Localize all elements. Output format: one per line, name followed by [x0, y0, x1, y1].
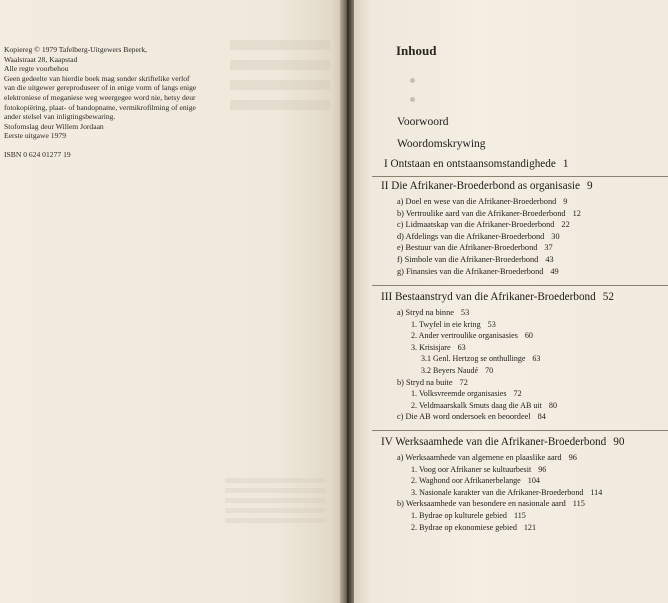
toc-page-number: 104: [527, 476, 540, 486]
toc-page-number: 121: [523, 522, 537, 532]
toc-page-number: 12: [572, 208, 581, 218]
toc-entry-label: 3.1 Genl. Hertzog se onthullinge: [421, 354, 526, 364]
toc-entry: [411, 331, 533, 340]
toc-page-number: 60: [524, 331, 533, 341]
toc-page-number: 63: [457, 342, 466, 352]
toc-entry: [397, 267, 559, 276]
toc-chapter: [381, 291, 614, 303]
toc-entry: [397, 209, 581, 218]
toc-entry-label: a) Stryd na binne: [397, 308, 454, 317]
toc-entry-label: c) Lidmaatskap van die Afrikaner-Broederbond: [397, 220, 555, 230]
toc-entry-label: d) Afdelings van die Afrikaner-Broederbond: [397, 231, 545, 241]
copyright-line: ander stelsel van inligtingsbewaring.: [4, 112, 116, 122]
toc-page-number: 84: [537, 412, 546, 422]
toc-entry: [397, 220, 570, 229]
toc-page-number: 43: [545, 255, 554, 264]
toc-entry-label: b) Werksaamhede van besondere en nasionale aard: [397, 499, 566, 509]
toc-entry: [421, 366, 493, 375]
toc-page-number: 115: [513, 511, 526, 520]
copyright-line: Waalstraat 28, Kaapstad: [4, 54, 78, 64]
toc-page-number: 53: [487, 319, 496, 329]
toc-page-number: 96: [568, 453, 577, 462]
toc-entry: [397, 243, 553, 252]
toc-page-number: 52: [602, 291, 614, 303]
toc-entry-label: 3. Nasionale karakter van die Afrikaner-Broederbond: [411, 487, 584, 497]
decorative-dot: [410, 78, 415, 83]
toc-page-number: 90: [613, 436, 625, 448]
toc-entry-label: 2. Waghond oor Afrikanerbelange: [411, 476, 521, 486]
toc-entry: [411, 523, 536, 532]
toc-entry: [411, 343, 466, 352]
section-divider: [372, 176, 668, 177]
toc-entry: [397, 232, 560, 241]
toc-entry: [397, 378, 468, 387]
toc-page-number: 70: [485, 366, 494, 375]
book-gutter: [340, 0, 354, 603]
copyright-line: Eerste uitgawe 1979: [4, 131, 66, 141]
toc-chapter: [381, 436, 624, 448]
decorative-dot: [410, 97, 415, 102]
toc-entry: [421, 354, 540, 363]
copyright-line: elektroniese of meganiese weg weergegee word nie, hetsy deur: [4, 92, 196, 102]
toc-entry-label: 3.2 Beyers Naudé: [421, 366, 479, 375]
copyright-line: Stofomslag deur Willem Jordaan: [4, 121, 104, 131]
toc-page-number: 115: [572, 499, 585, 509]
toc-entry: [411, 401, 557, 410]
toc-chapter: [384, 158, 568, 170]
toc-page-number: 114: [590, 487, 603, 497]
copyright-line: Kopiereg © 1979 Tafelberg-Uitgewers Beperk,: [4, 45, 148, 54]
toc-entry: [411, 511, 526, 520]
toc-entry: [411, 465, 546, 474]
toc-page-number: 9: [563, 197, 568, 206]
toc-entry: [397, 412, 546, 421]
section-divider: [372, 430, 668, 431]
toc-page-number: 72: [513, 389, 522, 399]
toc-entry: [397, 453, 577, 462]
bleed-through-shadow: [230, 40, 330, 110]
toc-page-number: 49: [550, 266, 559, 276]
toc-entry-label: 2. Veldmaarskalk Smuts daag die AB uit: [411, 400, 542, 410]
copyright-line: Geen gedeelte van hierdie boek mag sonder skriftelike verlof: [4, 73, 190, 83]
toc-entry-label: f) Simbole van die Afrikaner-Broederbond: [397, 255, 539, 264]
copyright-line: van die uitgewer gereproduseer of in enige vorm of langs enige: [4, 83, 197, 93]
toc-entry-label: c) Die AB word ondersoek en beoordeel: [397, 412, 531, 422]
toc-entry-label: b) Vertroulike aard van die Afrikaner-Broederbond: [397, 208, 566, 218]
toc-page-number: 53: [460, 308, 470, 317]
section-divider: [372, 285, 668, 286]
toc-entry: [397, 499, 585, 508]
toc-front-woordomskrywing: Woordomskrywing: [397, 138, 486, 150]
toc-entry-label: 2. Bydrae op ekonomiese gebied: [411, 522, 517, 532]
toc-page-number: 96: [538, 464, 547, 474]
toc-page-number: 80: [548, 400, 558, 410]
toc-entry: [411, 320, 496, 329]
toc-chapter-label: III Bestaanstryd van die Afrikaner-Broederbond: [381, 291, 596, 303]
toc-page-number: 9: [587, 180, 593, 192]
toc-chapter-label: IV Werksaamhede van die Afrikaner-Broederbond: [381, 436, 607, 448]
toc-entry-label: a) Doel en wese van die Afrikaner-Broederbond: [397, 197, 557, 206]
bleed-through-shadow-lower: [225, 478, 325, 523]
toc-entry: [397, 197, 567, 206]
toc-entry-label: e) Bestuur van die Afrikaner-Broederbond: [397, 243, 538, 253]
toc-entry: [411, 488, 602, 497]
toc-entry-label: 2. Ander vertroulike organisasies: [411, 331, 518, 341]
toc-page-number: 37: [544, 243, 553, 253]
toc-entry-label: 3. Krisisjare: [411, 342, 451, 352]
toc-entry-label: 1. Bydrae op kulturele gebied: [411, 511, 507, 520]
toc-entry-label: b) Stryd na buite: [397, 377, 453, 387]
toc-entry-label: 1. Volksvreemde organisasies: [411, 389, 507, 399]
toc-chapter-label: I Ontstaan en ontstaansomstandighede: [384, 158, 556, 170]
isbn: ISBN 0 624 01277 19: [4, 149, 71, 159]
toc-page-number: 22: [561, 220, 570, 230]
toc-title: Inhoud: [396, 43, 437, 58]
toc-entry-label: a) Werksaamhede van algemene en plaaslike aard: [397, 453, 562, 462]
copyright-line: fotokopiëring, plaat- of bandopname, vermikrofilming of enige: [4, 102, 196, 112]
toc-chapter: [381, 180, 593, 192]
copyright-line: Alle regte voorbehou: [4, 64, 69, 74]
copyright-block: [4, 45, 196, 160]
toc-entry: [411, 389, 522, 398]
toc-entry: [397, 255, 554, 264]
toc-entry-label: 1. Twyfel in eie kring: [411, 319, 481, 329]
toc-entry: [397, 308, 469, 317]
toc-page-number: 63: [532, 354, 541, 364]
toc-page-number: 72: [459, 377, 468, 387]
toc-page-number: 1: [562, 158, 569, 170]
toc-chapter-label: II Die Afrikaner-Broederbond as organisasie: [381, 180, 581, 192]
toc-entry: [411, 476, 540, 485]
toc-page-number: 30: [551, 231, 560, 241]
toc-entry-label: g) Finansies van die Afrikaner-Broederbond: [397, 266, 544, 276]
toc-entry-label: 1. Voog oor Afrikaner se kultuurbesit: [411, 464, 532, 474]
toc-front-voorwoord: Voorwoord: [397, 116, 449, 128]
